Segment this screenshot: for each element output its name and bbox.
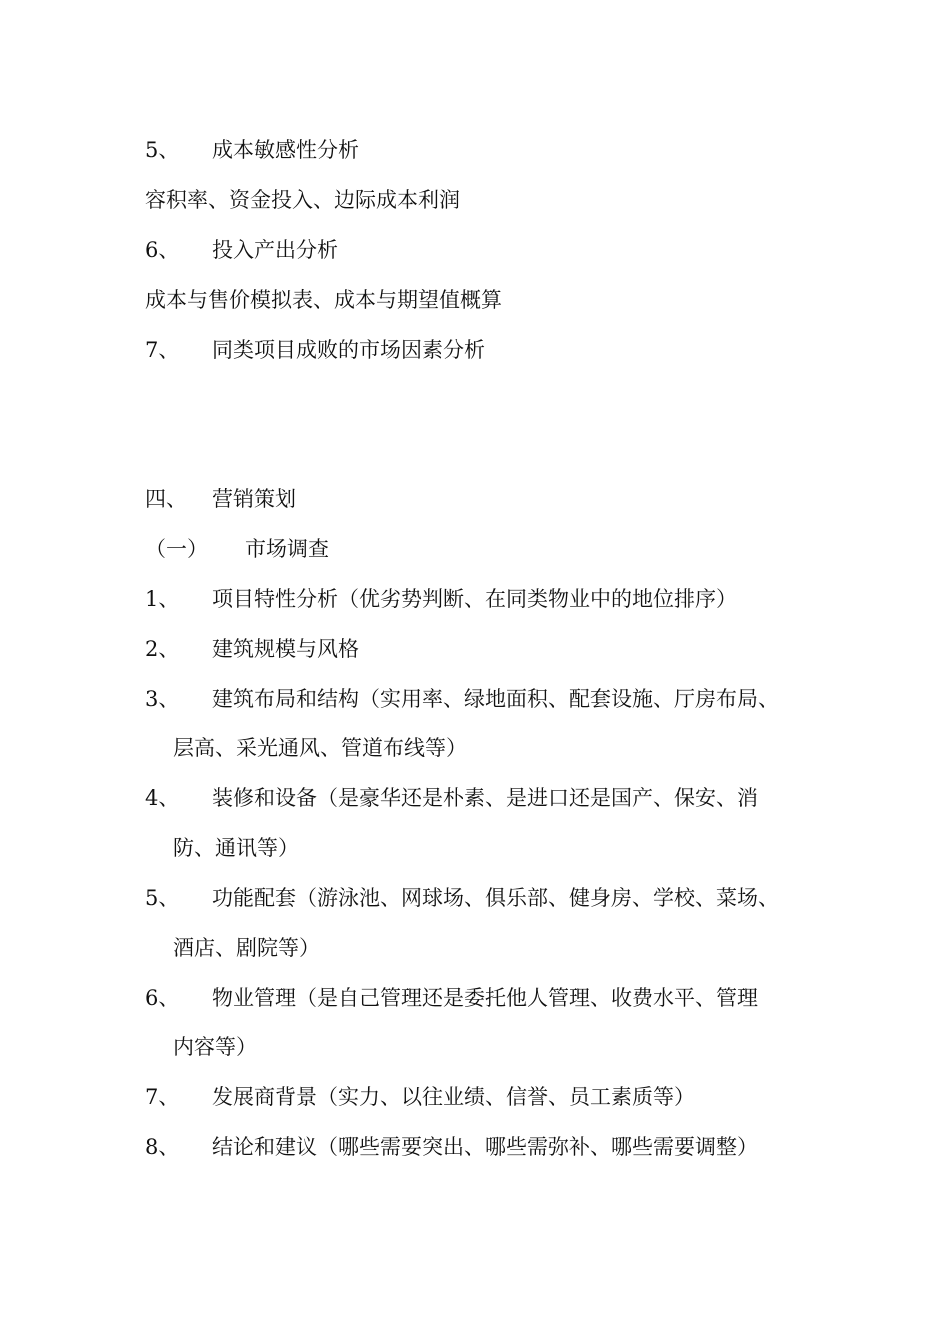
list-number: 4、	[145, 786, 180, 810]
list-text: 建筑规模与风格	[212, 637, 359, 661]
paragraph-text: 成本与售价模拟表、成本与期望值概算	[145, 288, 502, 312]
list-text: 成本敏感性分析	[212, 138, 359, 162]
section-number: 四、	[145, 487, 187, 511]
list-text-continued: 层高、采光通风、管道布线等）	[173, 736, 467, 760]
list-text: 物业管理（是自己管理还是委托他人管理、收费水平、管理	[212, 986, 758, 1010]
paragraph-text: 容积率、资金投入、边际成本利润	[145, 188, 460, 212]
list-number: 5、	[145, 138, 180, 162]
subsection-title: 市场调查	[245, 537, 329, 561]
list-text: 建筑布局和结构（实用率、绿地面积、配套设施、厅房布局、	[212, 687, 779, 711]
list-number: 7、	[145, 338, 180, 362]
list-number: 8、	[145, 1135, 180, 1159]
list-text: 同类项目成败的市场因素分析	[212, 338, 485, 362]
list-number: 7、	[145, 1085, 180, 1109]
list-text: 发展商背景（实力、以往业绩、信誉、员工素质等）	[212, 1085, 695, 1109]
list-number: 5、	[145, 886, 180, 910]
list-text: 项目特性分析（优劣势判断、在同类物业中的地位排序）	[212, 587, 737, 611]
list-text-continued: 内容等）	[173, 1035, 257, 1059]
list-number: 6、	[145, 238, 180, 262]
list-number: 3、	[145, 687, 180, 711]
subsection-number: （一）	[145, 537, 208, 561]
list-number: 2、	[145, 637, 180, 661]
section-title: 营销策划	[212, 487, 296, 511]
list-number: 1、	[145, 587, 180, 611]
list-text: 结论和建议（哪些需要突出、哪些需弥补、哪些需要调整）	[212, 1135, 758, 1159]
list-text-continued: 酒店、剧院等）	[173, 936, 320, 960]
list-number: 6、	[145, 986, 180, 1010]
list-text: 功能配套（游泳池、网球场、俱乐部、健身房、学校、菜场、	[212, 886, 779, 910]
list-text-continued: 防、通讯等）	[173, 836, 299, 860]
list-text: 装修和设备（是豪华还是朴素、是进口还是国产、保安、消	[212, 786, 758, 810]
list-text: 投入产出分析	[212, 238, 338, 262]
